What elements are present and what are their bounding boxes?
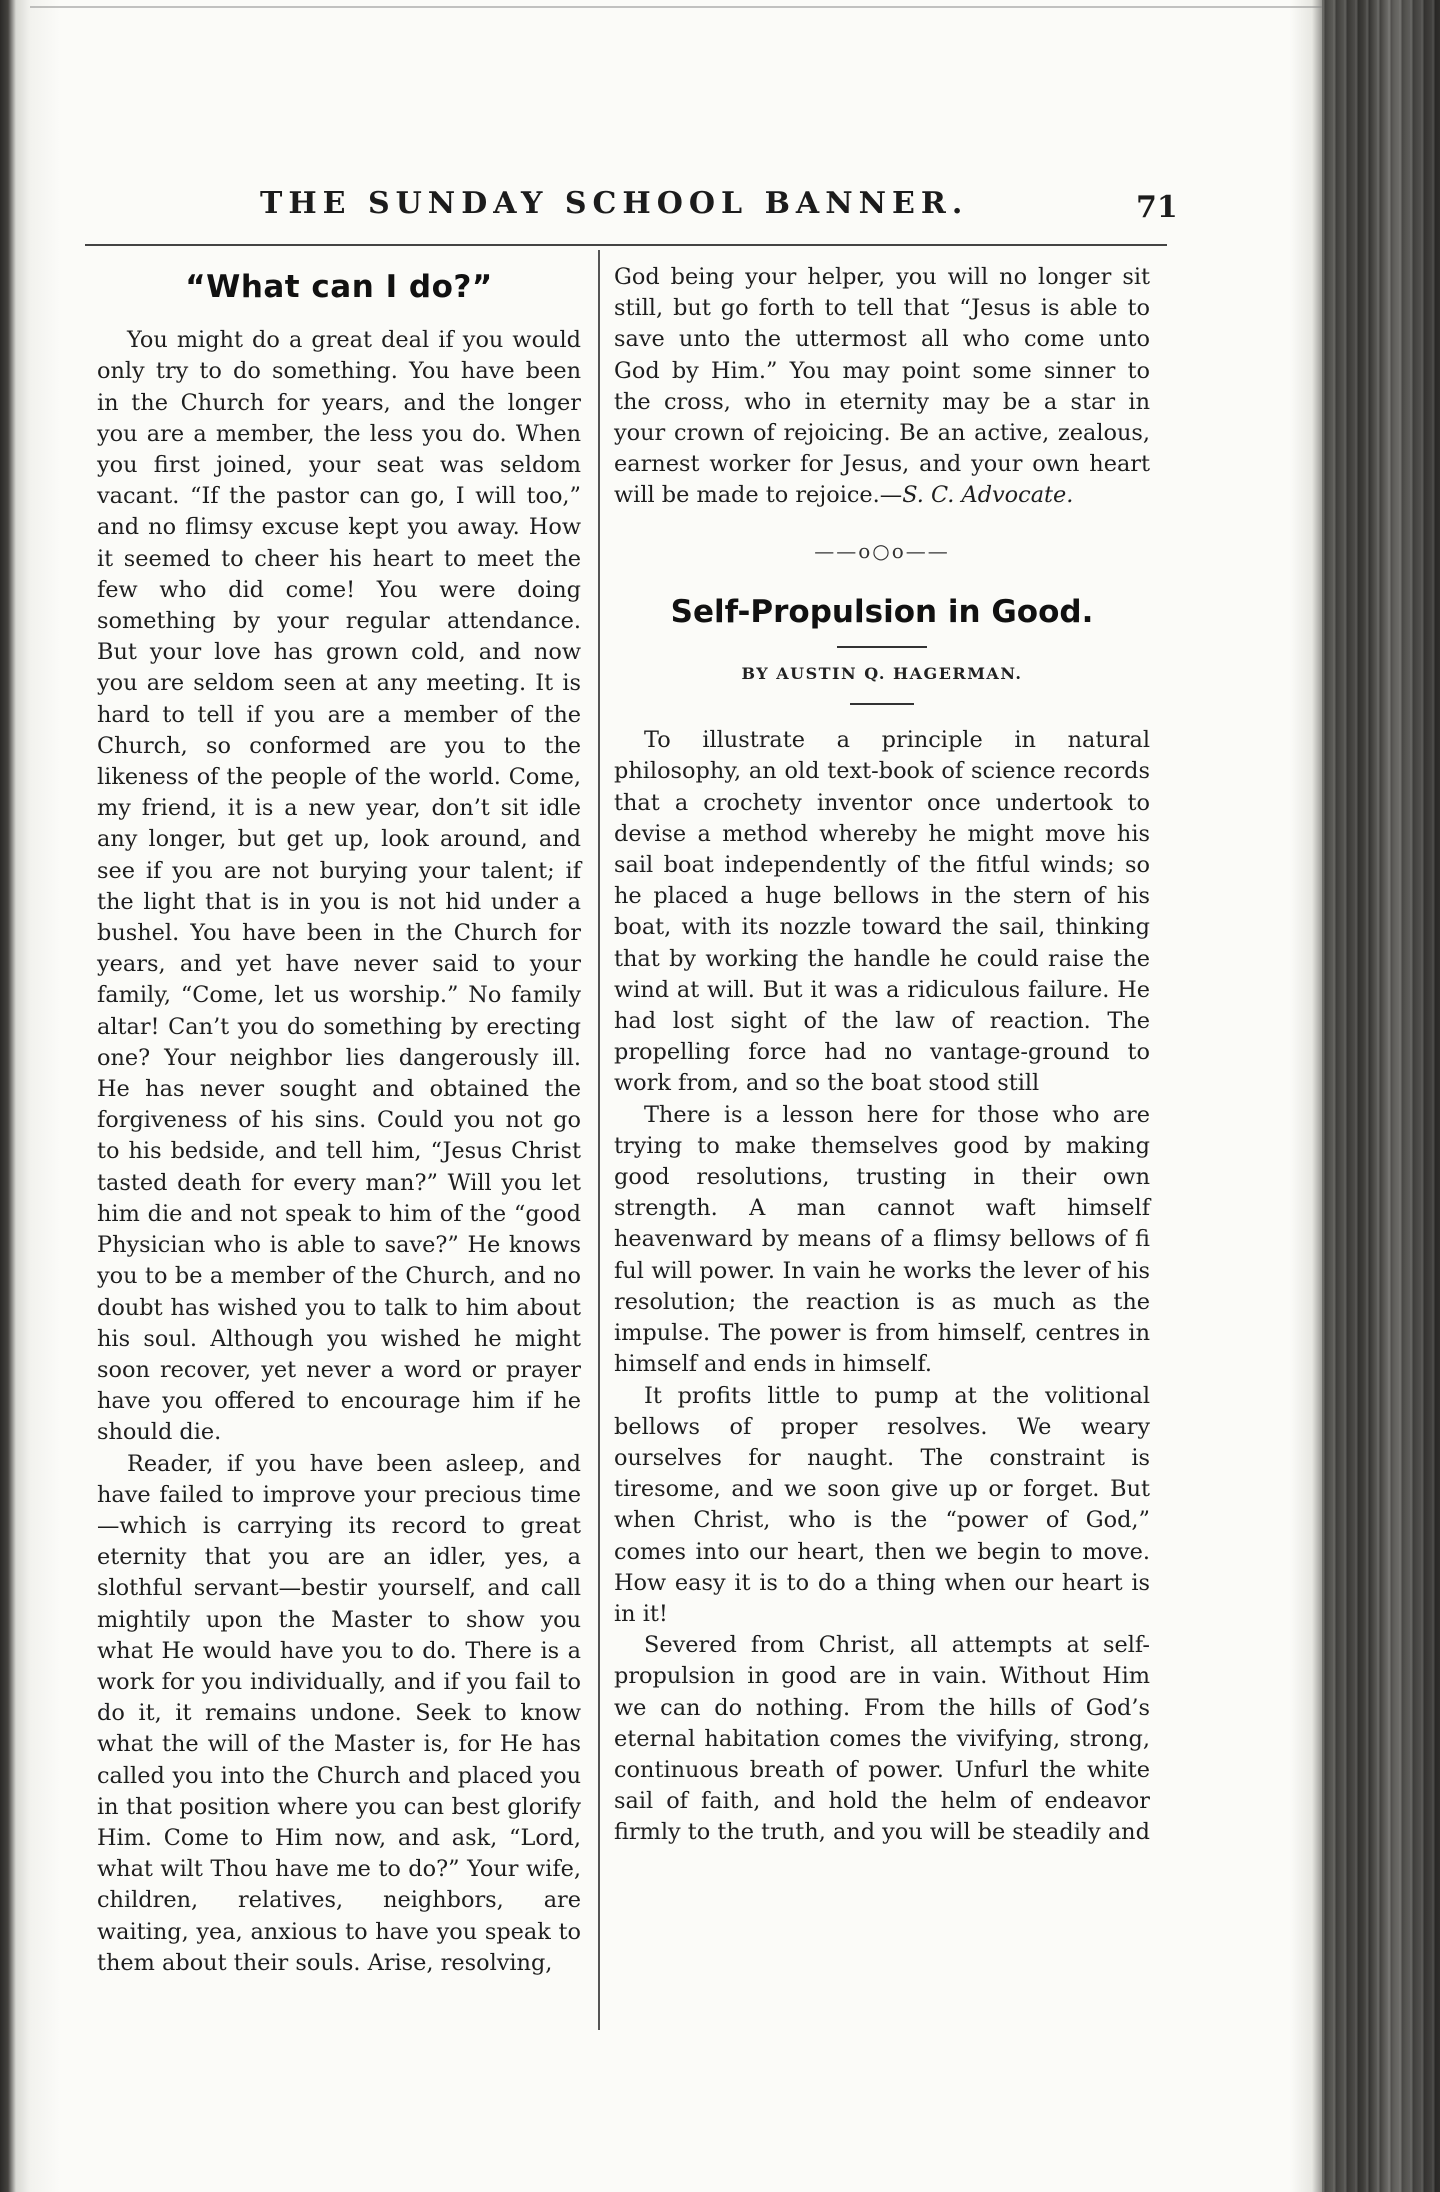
- section-ornament: ——o○o——: [814, 538, 950, 563]
- article1-signature: S. C. Advocate.: [902, 482, 1074, 509]
- page-number: 71: [1136, 190, 1178, 225]
- page-top-edge: [30, 6, 1322, 26]
- article-title-what-can-i-do: “What can I do?”: [185, 269, 493, 305]
- article1-paragraph: You might do a great deal if you would only try to do something. You have been in the Church for years, and the longer you are a member, the less you do. When you first joined, your seat was seldom vacant. “If the pastor can go, I will too,” and no flimsy excuse kept you away. How it seemed to cheer his heart to meet the few who did come! You were doing something by your regular attendance. But your love has grown cold, and now you are seldom seen at any meeting. It is hard to tell if you are a member of the Church, so conformed are you to the likeness of the people of the world. Come, my friend, it is a new year, don’t sit idle any longer, but get up, look around, and see if you are not burying your talent; if the light that is in you is not hid under a bushel. You have been in the Church for years, and yet have never said to your family, “Come, let us worship.” No family altar! Can’t you do something by erecting one? Your neighbor lies dangerously ill. He has never sought and obtained the forgiveness of his sins. Could you not go to his bedside, and tell him, “Jesus Christ tasted death for every man?” Will you let him die and not speak to him of the “good Physician who is able to save?” He knows you to be a member of the Church, and no doubt has wished you to talk to him about his soul. Although you wished he might soon recover, yet never a word or prayer have you offered to encourage him if he should die.: [97, 327, 581, 1446]
- article2-paragraph: There is a lesson here for those who are trying to make themselves good by making good resolutions, trusting in their own strength. A man cannot waft himself heavenward by means of a flimsy bellows of fi ful will power. In vain he works the lever of his resolution; the reaction is as much as the impulse. The power is from himself, centres in himself and ends in himself.: [614, 1101, 1150, 1378]
- column-rule: [598, 250, 600, 2030]
- article2-paragraph: Severed from Christ, all attempts at self-propulsion in good are in vain. Without Him we can do nothing. From the hills of God’s eternal habitation comes the vivifying, strong, continuous breath of power. Unfurl the white sail of faith, and hold the helm of endeavor firmly to the truth, and you will be steadily and: [614, 1632, 1150, 1846]
- article1-paragraph: Reader, if you have been asleep, and have failed to improve your precious time—which is carrying its record to great eternity that you are an idler, yes, a slothful servant—bestir yourself, and call mightily upon the Master to show you what He would have you to do. There is a work for you individually, and if you fail to do it, it remains undone. Seek to know what the will of the Master is, for He has called you into the Church and placed you in that position where you can best glorify Him. Come to Him now, and ask, “Lord, what wilt Thou have me to do?” Your wife, children, relatives, neighbors, are waiting, yea, anxious to have you speak to them about their souls. Arise, resolving,: [97, 1450, 581, 1976]
- book-spine-edge: [1322, 0, 1440, 2192]
- byline: BY AUSTIN Q. HAGERMAN.: [741, 664, 1023, 684]
- header-rule: [85, 244, 1167, 246]
- running-head: THE SUNDAY SCHOOL BANNER.: [260, 186, 969, 221]
- article1-continuation-text: God being your helper, you will no longer sit still, but go forth to tell that “Jesus is able to save unto the uttermost all who come unto God by Him.” You may point some sinner to the cross, who in eternity may be a star in your crown of rejoicing. Be an active, zealous, earnest worker for Jesus, and your own heart will be made to rejoice.—: [614, 264, 1150, 509]
- title-rule: [837, 646, 927, 648]
- right-column: [614, 262, 1150, 1849]
- article-title-self-propulsion: Self-Propulsion in Good.: [670, 593, 1094, 630]
- article2-paragraph: To illustrate a principle in natural philosophy, an old text-book of science records that a crochety inventor once undertook to devise a method whereby he might move his sail boat independently of the fitful winds; so he placed a huge bellows in the stern of his boat, with its nozzle toward the sail, thinking that by working the handle he could raise the wind at will. But it was a ridiculous failure. He had lost sight of the law of reaction. The propelling force had no vantage-ground to work from, and so the boat stood still: [614, 727, 1150, 1097]
- page-header: [260, 180, 1180, 240]
- byline-rule: [850, 703, 914, 705]
- left-column: [97, 262, 581, 1979]
- article1-continuation: [614, 262, 1150, 512]
- article2-paragraph: It profits little to pump at the volitional bellows of proper resolves. We weary ourselves for naught. The constraint is tiresome, and we soon give up or forget. But when Christ, who is the “power of God,” comes into our heart, then we begin to move. How easy it is to do a thing when our heart is in it!: [614, 1382, 1150, 1627]
